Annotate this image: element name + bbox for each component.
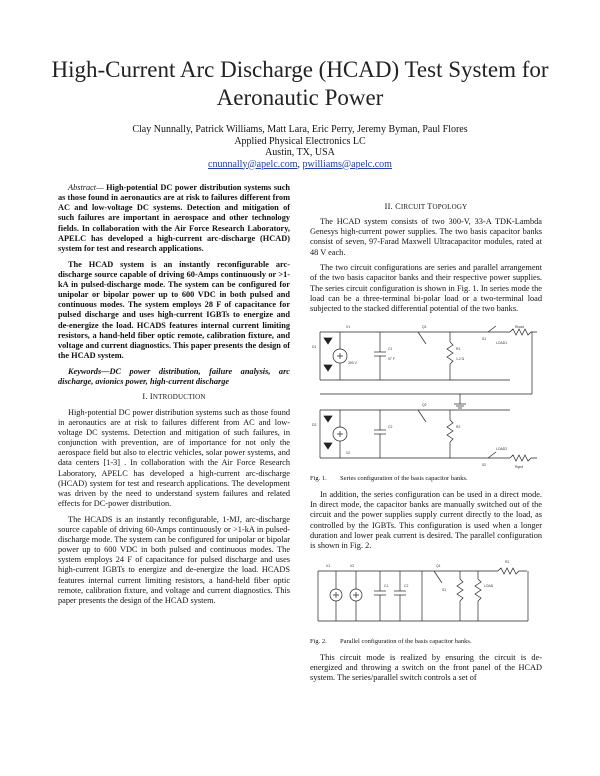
abstract-paragraph (58, 183, 290, 254)
part-label: R1 (505, 560, 510, 564)
section-title-first: I (149, 392, 153, 402)
abstract-label: Abstract— (68, 183, 104, 192)
author-block (20, 124, 580, 170)
part-label: S1 (482, 337, 487, 342)
keywords-text: DC power distribution, failure analysis, arc discharge, avionics power, high-current discharge (58, 366, 290, 386)
section-title-rest: IRCUIT (400, 203, 428, 211)
abstract-paragraph-2: The HCAD system is an instantly reconfigurable arc-discharge source capable of driving 60-Amps continuously or >1-kA in pulsed-discharge mode. The system can be configured for unipolar or bipolar power up to 600 VDC in both pulsed and continuous modes. The system employs 28 F of capacitance for pulsed discharge and uses high-current IGBTs to energize and de-energize the load. HCADS features internal current limiting resistors, a hand-held fiber optic remote, calibration fixture, and voltage and current diagnostics. This paper presents the design of the HCAD system. (58, 259, 290, 360)
part-label: Rload (515, 325, 524, 330)
part-label: V2 (346, 451, 351, 456)
part-label: Q1 (422, 325, 427, 330)
part-label: C2 (404, 584, 409, 588)
section-heading-circuit-topology (310, 202, 542, 212)
parallel-circuit-schematic (310, 557, 542, 633)
part-label: Rgnd (515, 465, 524, 470)
topology-paragraph-2: The two circuit configurations are series and parallel arrangement of the two basis capacitor banks and their respective power supplies. The series circuit configuration is shown in Fig. 1. In series mode the load can be a three-terminal bi-polar load or a two-terminal load subjected to the stacked differential potential of the two banks. (310, 263, 542, 313)
figure-label: Fig. 2. (310, 638, 327, 645)
part-label: 97 F (388, 357, 395, 362)
part-label: V2 (350, 564, 355, 568)
part-label: S2 (482, 463, 487, 468)
email-link-1[interactable]: cnunnally@apelc.com (208, 158, 298, 170)
left-column (58, 183, 290, 612)
section-heading-introduction (58, 392, 290, 402)
figure-label: Fig. 1. (310, 475, 327, 483)
intro-paragraph-2: The HCADS is an instantly reconfigurable, 1-MJ, arc-discharge source capable of driving 60-Amps continuously or >1-kA in pulsed-discharge mode. The system can be configured for unipolar or bipolar power up to 600 VDC in both pulsed and continuous modes. The system employs 24 F of capacitance for pulsed discharge and uses high-current IGBTs to energize and de-energize the load. HCADS features internal current limiting resistors, a hand-held fiber optic remote, calibration fixture, and voltage and current diagnostics. This paper presents the design of the HCAD system. (58, 514, 290, 605)
topology-paragraph-1: The HCAD system consists of two 300-V, 33-A TDK-Lambda Genesys high-current power supplies. The two basis capacitor banks consist of seven, 97-Farad Maxwell Ultracapacitor modules, rated at 48 V each. (310, 217, 542, 257)
part-label: R1 (456, 347, 461, 352)
location: Austin, TX, USA (265, 147, 335, 158)
affiliation: Applied Physical Electronics LC (234, 135, 366, 147)
part-label: R2 (456, 425, 461, 430)
part-label: C1 (384, 584, 389, 588)
right-column (310, 199, 542, 689)
part-label: C1 (388, 347, 393, 352)
part-label: 300 V (348, 361, 357, 366)
part-label: Q1 (436, 564, 441, 568)
part-label: LOAD (484, 584, 494, 588)
part-label: C2 (388, 425, 393, 430)
email-link-2[interactable]: pwilliams@apelc.com (302, 158, 392, 170)
figure-1 (310, 320, 542, 470)
section-number: II. (384, 202, 393, 211)
part-label: V1 (326, 564, 331, 568)
paper-title: High-Current Arc Discharge (HCAD) Test System for Aeronautic Power (51, 57, 549, 110)
part-label: 1.2 Ω (456, 357, 465, 362)
section-title-first: C (395, 202, 401, 211)
figure-2-caption (310, 637, 542, 646)
abstract-text: High-potential DC power distribution systems such as those found in aeronautics are at risk to failures different from AC and low-voltage DC systems. Detection and mitigation of such failures are important in aerospace and other technology fields. In collaboration with the Air Force Research Laboratory, APELC has developed a high-current arc-discharge (HCAD) system for test and research applications. (58, 183, 290, 253)
caption-text: Parallel configuration of the basis capacitor banks. (340, 638, 472, 645)
topology-paragraph-3: In addition, the series configuration can be used in a direct mode. In direct mode, the capacitor banks are manually switched out of the circuit and the power supplies supply current directly to the load, as controlled by the IGBTs. This configuration is used when a longer duration and lower peak current is desired. The parallel configuration is shown in Fig. 2. (310, 490, 542, 550)
author-list: Clay Nunnally, Patrick Williams, Matt Lara, Eric Perry, Jeremy Byman, Paul Flores (132, 124, 468, 135)
part-label: LOAD2 (496, 447, 508, 452)
section-title-first-2: T (427, 202, 433, 211)
part-label: D1 (312, 345, 317, 350)
intro-paragraph-1: High-potential DC power distribution systems such as those found in aeronautics are at risk to failures different from AC and low-voltage DC systems. Detection and mitigation of such failures, in conjunction with prevention, are of importance for not only the aerospace field but also to electric vehicles, solar power systems, and data centers [1-3] . In collaboration with the Air Force Research Laboratory, APELC has developed a high-current arc-discharge (HCAD) system for test and research applications. The development was driven by the need to understand system failures and related effects for DC-power distribution. (58, 407, 290, 509)
part-label: Q2 (422, 403, 427, 408)
part-label: D2 (312, 423, 317, 428)
keywords-paragraph (58, 367, 290, 387)
section-title-rest-2: OPOLOGY (432, 203, 468, 211)
keywords-label: Keywords— (68, 366, 110, 376)
section-number: I. (142, 392, 148, 402)
part-label: V1 (346, 325, 351, 330)
part-label: LOAD1 (496, 341, 508, 346)
caption-text: Series configuration of the basis capacitor banks. (340, 475, 468, 483)
section-title-rest: NTRODUCTION (152, 393, 206, 402)
series-circuit-schematic (310, 320, 542, 470)
email-separator: , (297, 158, 303, 170)
topology-paragraph-4: This circuit mode is realized by ensuring the circuit is de-energized and throwing a switch on the front panel of the HCAD system. The series/parallel switch controls a set of (310, 653, 542, 683)
part-label: S1 (442, 588, 447, 592)
email-line (20, 159, 580, 171)
figure-1-caption (310, 474, 542, 483)
figure-2 (310, 557, 542, 633)
